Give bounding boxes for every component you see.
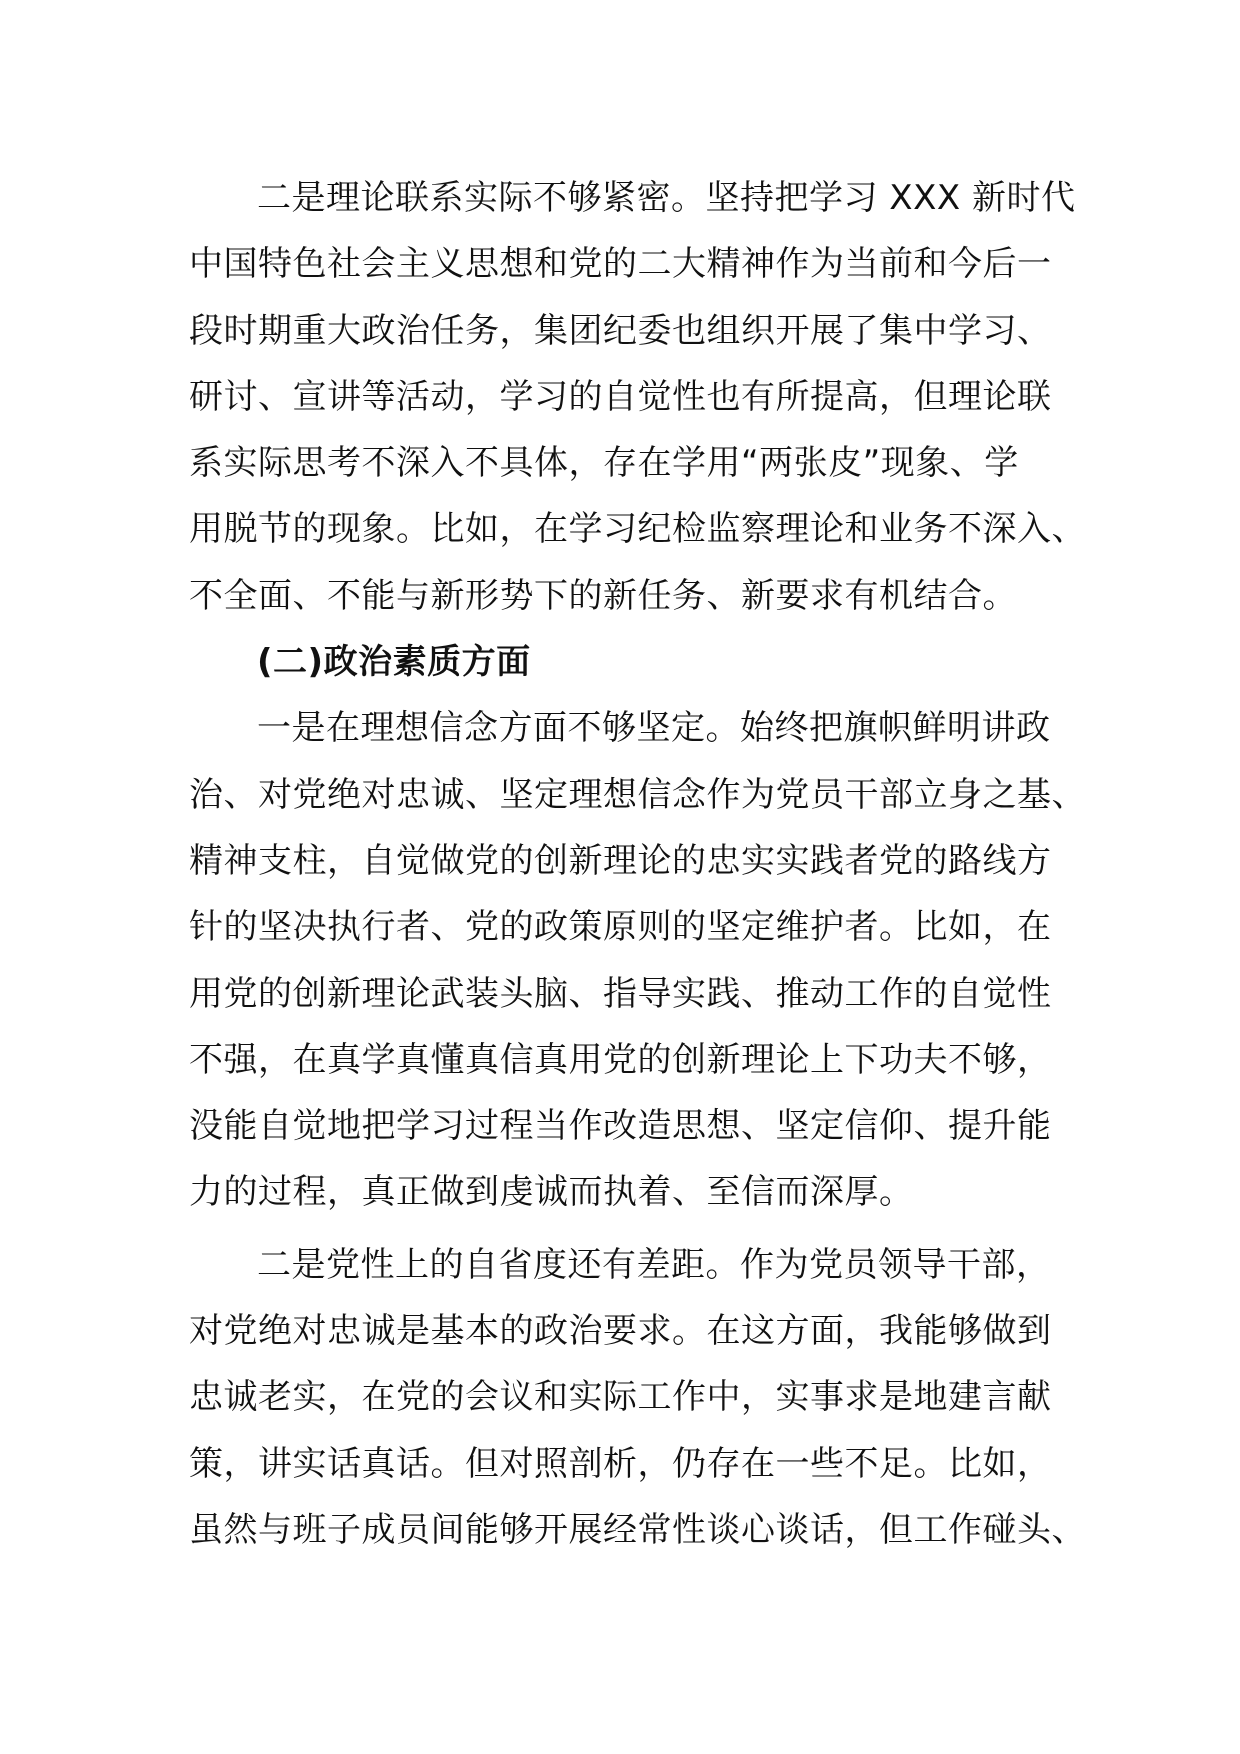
text-line: 用党的创新理论武装头脑、指导实践、推动工作的自觉性 xyxy=(189,973,1052,1014)
text-line: 不全面、不能与新形势下的新任务、新要求有机结合。 xyxy=(189,575,1017,616)
text-line: 一是在理想信念方面不够坚定。始终把旗帜鲜明讲政 xyxy=(257,708,1051,749)
section-heading: (二)政治素质方面 xyxy=(257,642,531,683)
text-line: 没能自觉地把学习过程当作改造思想、坚定信仰、提升能 xyxy=(189,1106,1052,1147)
text-line: 忠诚老实，在党的会议和实际工作中，实事求是地建言献 xyxy=(189,1377,1052,1418)
text-line: 治、对党绝对忠诚、坚定理想信念作为党员干部立身之基、 xyxy=(189,774,1086,815)
text-line: 对党绝对忠诚是基本的政治要求。在这方面，我能够做到 xyxy=(189,1311,1052,1352)
text-line: 段时期重大政治任务，集团纪委也组织开展了集中学习、 xyxy=(189,310,1052,351)
text-line: 中国特色社会主义思想和党的二大精神作为当前和今后一 xyxy=(189,244,1052,285)
text-line: 精神支柱，自觉做党的创新理论的忠实实践者党的路线方 xyxy=(189,840,1052,881)
paragraph-party-spirit xyxy=(189,1232,1086,1563)
text-line: 策，讲实话真话。但对照剖析，仍存在一些不足。比如， xyxy=(189,1443,1052,1484)
text-line: 虽然与班子成员间能够开展经常性谈心谈话，但工作碰头、 xyxy=(189,1509,1086,1550)
text-line: 系实际思考不深入不具体，存在学用“两张皮”现象、学 xyxy=(189,443,1019,484)
paragraph-ideals-beliefs xyxy=(189,695,1086,1225)
text-line: 二是理论联系实际不够紧密。坚持把学习 XXX 新时代 xyxy=(257,178,1076,218)
text-line: 二是党性上的自省度还有差距。作为党员领导干部， xyxy=(257,1244,1051,1285)
text-line: 针的坚决执行者、党的政策原则的坚定维护者。比如，在 xyxy=(189,907,1052,948)
text-line: 力的过程，真正做到虔诚而执着、至信而深厚。 xyxy=(189,1172,914,1213)
paragraph-theory-practice xyxy=(189,165,1086,629)
text-line: 研讨、宣讲等活动，学习的自觉性也有所提高，但理论联 xyxy=(189,376,1052,417)
document-body xyxy=(189,165,1086,1563)
text-line: 不强，在真学真懂真信真用党的创新理论上下功夫不够， xyxy=(189,1039,1052,1080)
text-line: 用脱节的现象。比如，在学习纪检监察理论和业务不深入、 xyxy=(189,509,1086,550)
